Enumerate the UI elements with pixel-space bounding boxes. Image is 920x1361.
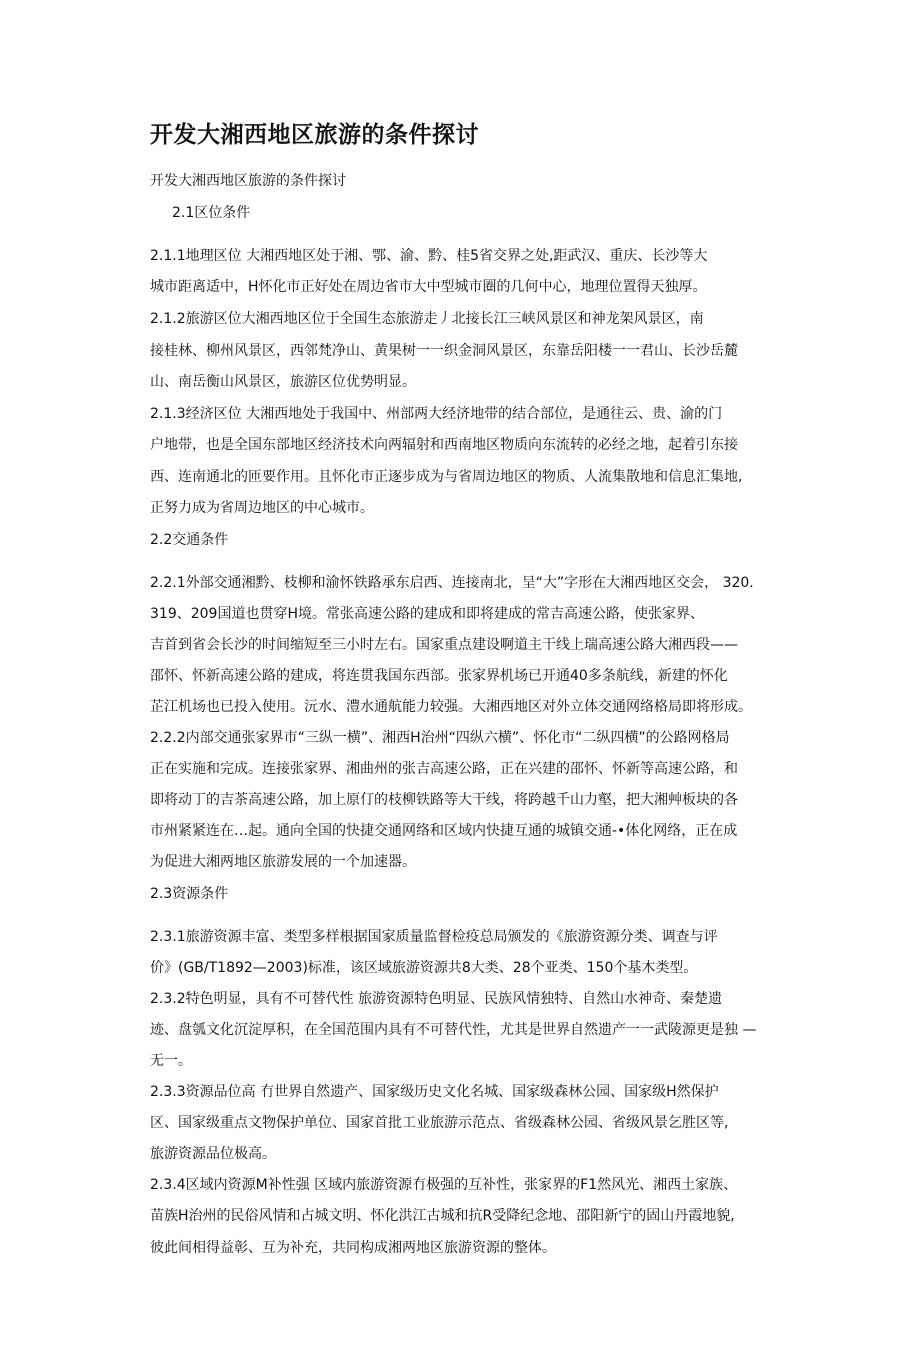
paragraph-line: 迹、盘瓠文化沉淀厚积，在全国范围内具有不可替代性，尤其是世界自然遗产一一武陵源更是独 — bbox=[150, 1022, 757, 1038]
paragraph-line: 2.1.2旅游区位大湘西地区位于全国生态旅游走丿北接长江三峡风景区和神龙架风景区，南 bbox=[150, 311, 704, 327]
paragraph-line: 吉首到省会长沙的时间缩短至三小时左右。国家重点建设啊道主干线上瑞高速公路大湘西段—— bbox=[150, 637, 738, 653]
paragraph-line: 2.3.4区域内资源M补性强 区域内旅游资源冇极强的互补性，张家界的F1然风光、湘西土家族、 bbox=[150, 1177, 738, 1193]
heading-2-1: 2.1区位条件 bbox=[172, 205, 251, 221]
paragraph-line: 旅游资源品位极高。 bbox=[150, 1146, 276, 1162]
paragraph-line: 城市距离适中，H怀化市正好处在周边省市大中型城市圈的几何中心，地理位置得天独厚。 bbox=[150, 279, 707, 295]
paragraph-line: 市州紧紧连在…起。通向全国的快捷交通网络和区域内快捷互通的城镇交通-•体化网络，正在成 bbox=[150, 823, 738, 839]
paragraph-line: 芷江机场也已投入使用。沅水、澧水通航能力较强。大湘西地区对外立体交通网络格局即将形成。 bbox=[150, 699, 752, 715]
paragraph-line: 区、国家级重点文物保护单位、国家首批工业旅游示范点、省级森林公园、省级风景乞胜区等, bbox=[150, 1115, 729, 1131]
document-title: 开发大湘西地区旅游的条件探讨 bbox=[150, 122, 479, 148]
paragraph-line: 无一。 bbox=[150, 1053, 192, 1069]
paragraph-line: 319、209国道也贯穿H境。常张高速公路的建成和即将建成的常吉高速公路，使张家界、 bbox=[150, 606, 704, 622]
paragraph-line: 户地带，也是全国东部地区经济技术向两辐射和西南地区物质向东流转的必经之地，起着引东接 bbox=[150, 437, 738, 453]
document-subtitle: 开发大湘西地区旅游的条件探讨 bbox=[150, 173, 346, 189]
paragraph-line: 2.2.2内部交通张家界市“三纵一横”、湘西H治州“四纵六横”、怀化市“二纵四横”的公路网格局 bbox=[150, 730, 730, 746]
paragraph-line: 苗族H治州的民俗风情和占城文明、怀化洪江古城和抗R受降纪念地、邵阳新宁的固山丹霞地貌, bbox=[150, 1208, 735, 1224]
paragraph-line: 邵怀、怀新高速公路的建成，将连贯我国东西部。张家界机场已开通40多条航线，新建的怀化 bbox=[150, 668, 728, 684]
paragraph-line: 接桂林、柳州风景区，西邻梵净山、黄果树一一织金洞风景区，东靠岳阳楼一一君山、长沙岳麓 bbox=[150, 343, 738, 359]
paragraph-line: 即将动丁的吉茶高速公路，加上原仃的枝柳铁路等大干线，将跨越千山力壑，把大湘艸板块的各 bbox=[150, 792, 738, 808]
paragraph-line: 2.1.3经济区位 大湘西地处于我国中、州部两大经济地带的结合部位，是通往云、贵、渝的门 bbox=[150, 406, 723, 422]
paragraph-line: 为促进大湘两地区旅游发展的一个加速器。 bbox=[150, 854, 416, 870]
paragraph-line: 彼此间相得益彰、互为补充，共同构成湘两地区旅游资源的整体。 bbox=[150, 1240, 556, 1256]
paragraph-line: 2.2.1外部交通湘黔、枝柳和渝怀铁路承东启西、连接南北，呈“大”字形在大湘西地区交会， 320. bbox=[150, 575, 754, 591]
paragraph-line: 2.3.3资源品位高 冇世界自然遗产、国家级历史文化名城、国家级森林公园、国家级H然保护 bbox=[150, 1084, 719, 1100]
paragraph-line: 正努力成为省周边地区的中心城市。 bbox=[150, 500, 374, 516]
paragraph-line: 价》(GB/T1892—2003)标准，该区域旅游资源共8大类、28个亚类、150个基木类型。 bbox=[150, 960, 698, 976]
paragraph-line: 2.1.1地理区位 大湘西地区处于湘、鄂、渝、黔、桂5省交界之处,距武汉、重庆、长沙等大 bbox=[150, 248, 708, 264]
paragraph-line: 山、南岳衡山风景区，旅游区位优势明显。 bbox=[150, 374, 416, 390]
heading-2-2: 2.2交通条件 bbox=[150, 532, 229, 548]
paragraph-line: 西、连南通北的匝要作用。且怀化市正逐步成为与省周边地区的物质、人流集散地和信息汇集地, bbox=[150, 469, 743, 485]
paragraph-line: 正在实施和完成。连接张家界、湘曲州的张吉高速公路，正在兴建的邵怀、怀新等高速公路，和 bbox=[150, 761, 738, 777]
paragraph-line: 2.3.2特色明显，具有不可替代性 旅游资源特色明显、民族风情独特、自然山水神奇、秦楚遗 bbox=[150, 991, 723, 1007]
heading-2-3: 2.3资源条件 bbox=[150, 886, 229, 902]
paragraph-line: 2.3.1旅游资源丰富、类型多样根据国家质量监督检疫总局颁发的《旅游资源分类、调查与评 bbox=[150, 929, 718, 945]
